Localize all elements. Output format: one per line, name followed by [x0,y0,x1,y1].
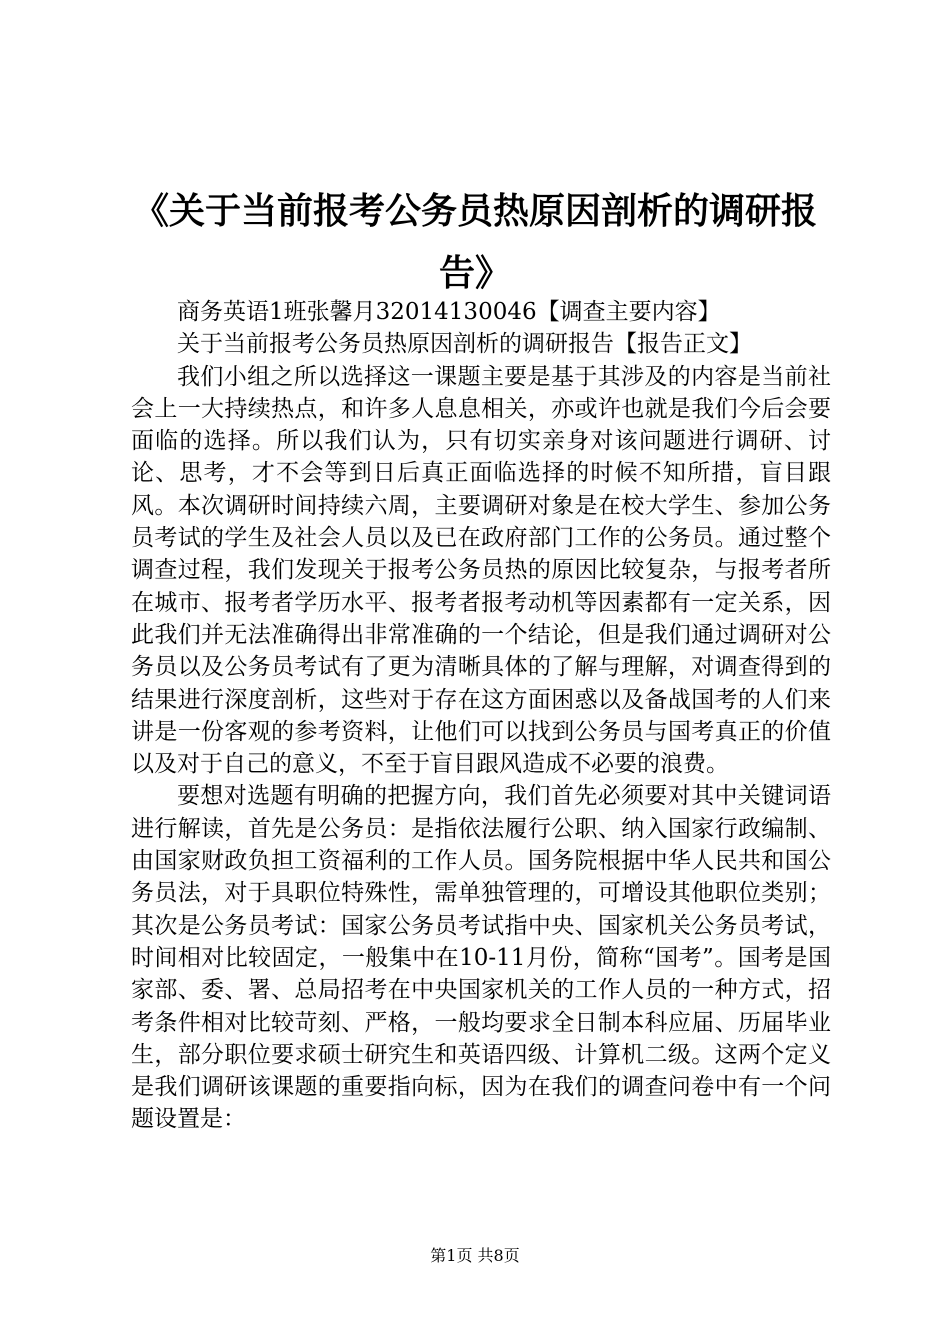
author-line: 商务英语1班张馨月32014130046【调查主要内容】 [177,299,721,325]
page-title: 《关于当前报考公务员热原因剖析的调研报告》 [132,190,817,294]
body-paragraph: 我们小组之所以选择这一课题主要是基于其涉及的内容是当前社会上一大持续热点，和许多人息息相关，亦或许也就是我们今后会要面临的选择。所以我们认为，只有切实亲身对该问题进行调研、讨论、思考，才不会等到日后真正面临选择的时候不知所措，盲目跟风。本次调研时间持续六周，主要调研对象是在校大学生、参加公务员考试的学生及社会人员以及已在政府部门工作的公务员。通过整个调查过程，我们发现关于报考公务员热的原因比较复杂，与报考者所在城市、报考者学历水平、报考者报考动机等因素都有一定关系，因此我们并无法准确得出非常准确的一个结论，但是我们通过调研对公务员以及公务员考试有了更为清晰具体的了解与理解，对调查得到的结果进行深度剖析，这些对于存在这方面困惑以及备战国考的人们来讲是一份客观的参考资料，让他们可以找到公务员与国考真正的价值以及对于自己的意义，不至于盲目跟风造成不必要的浪费。 [131,363,831,778]
page-number-footer: 第1页 共8页 [430,1246,520,1265]
document-body [131,296,831,1136]
body-paragraph: 要想对选题有明确的把握方向，我们首先必须要对其中关键词语进行解读，首先是公务员：是指依法履行公职、纳入国家行政编制、由国家财政负担工资福利的工作人员。国务院根据中华人民共和国公务员法，对于具职位特殊性，需单独管理的，可增设其他职位类别；其次是公务员考试：国家公务员考试指中央、国家机关公务员考试，时间相对比较固定，一般集中在10-11月份，简称“国考”。国考是国家部、委、署、总局招考在中央国家机关的工作人员的一种方式，招考条件相对比较苛刻、严格，一般均要求全日制本科应届、历届毕业生，部分职位要求硕士研究生和英语四级、计算机二级。这两个定义是我们调研该课题的重要指向标，因为在我们的调查问卷中有一个问题设置是： [131,783,831,1133]
report-heading-line: 关于当前报考公务员热原因剖析的调研报告【报告正文】 [177,331,752,358]
